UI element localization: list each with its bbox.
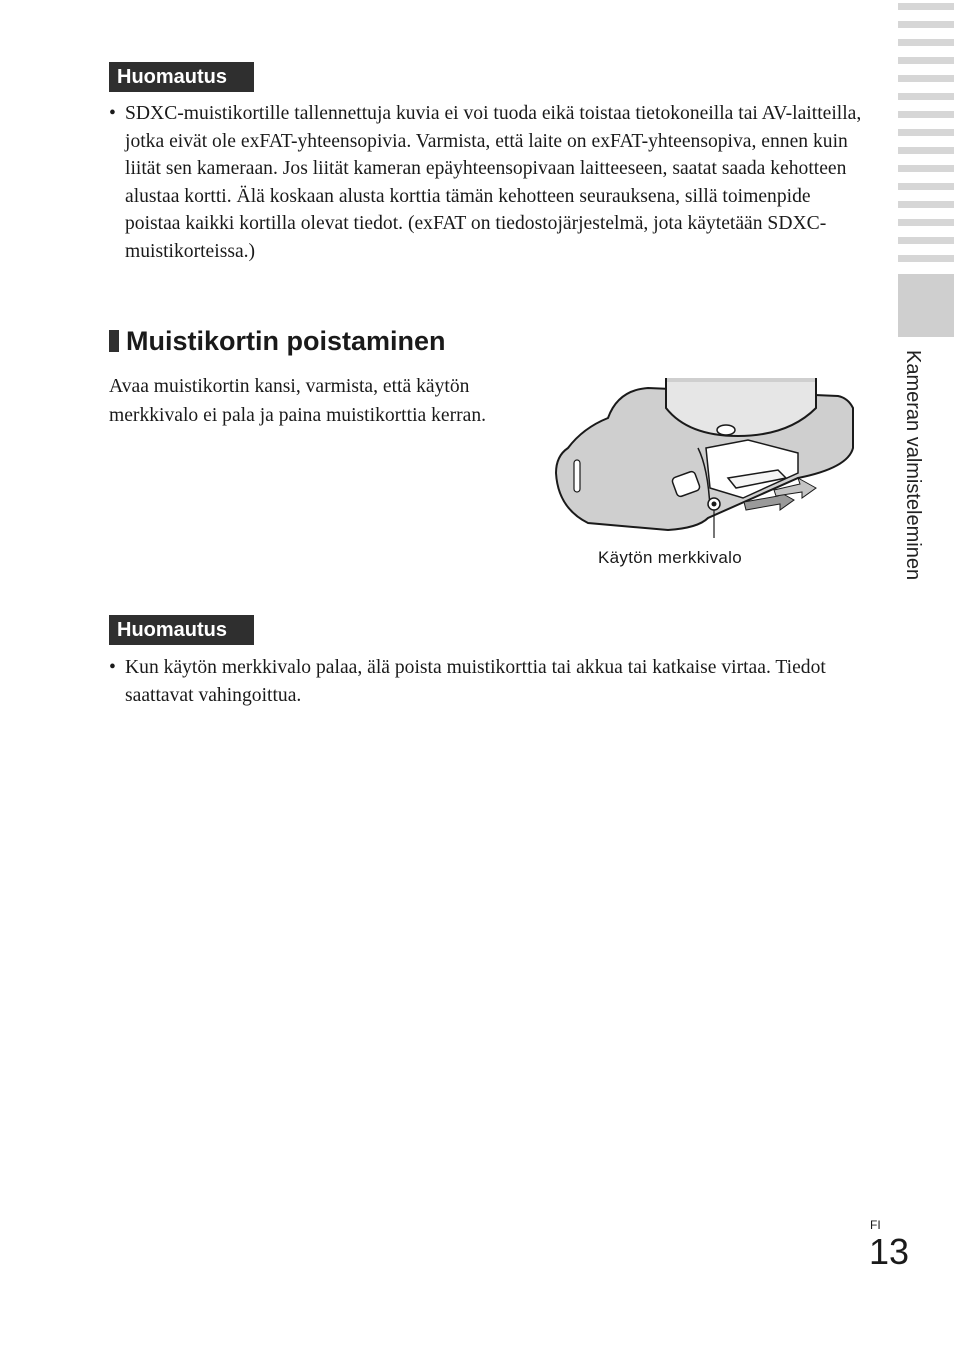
section-heading <box>109 323 446 359</box>
access-lamp-dot <box>712 502 717 507</box>
section-body <box>109 372 529 430</box>
section-title: Muistikortin poistaminen <box>126 326 446 356</box>
body-line: Avaa muistikortin kansi, varmista, että käytön <box>109 376 470 397</box>
tab-line <box>898 57 954 64</box>
bullet-dot: • <box>109 657 116 678</box>
section-marker-icon <box>109 330 119 352</box>
lens-top-shape <box>666 378 816 382</box>
tab-line <box>898 75 954 82</box>
tab-line <box>898 21 954 28</box>
camera-memory-card-illustration <box>548 378 860 538</box>
body-line: merkkivalo ei pala ja paina muistikorttia kerran. <box>109 405 487 426</box>
bullet-dot: • <box>109 103 116 124</box>
note-label: Huomautus <box>109 62 254 92</box>
tab-line <box>898 237 954 244</box>
strap-shape <box>574 460 580 492</box>
note-text: Kun käytön merkkivalo palaa, älä poista muistikorttia tai akkua tai katkaise virtaa. Tiedot saattavat vahingoittua. <box>125 657 826 706</box>
tab-line <box>898 93 954 100</box>
tab-line <box>898 165 954 172</box>
language-code: FI <box>870 1218 881 1232</box>
tab-line <box>898 3 954 10</box>
tab-line <box>898 255 954 262</box>
mount-button-shape <box>717 425 735 435</box>
side-tab-lines <box>898 0 954 273</box>
note-text: SDXC-muistikortille tallennettuja kuvia ei voi tuoda eikä toistaa tietokoneilla tai AV-laitteilla, jotka eivät ole exFAT-yhteensopivia. Varmista, että laite on exFAT-yhteensopiva, ennen kuin liität sen kameraan. Jos liität kameran epäyhteensopivaan laitteeseen, saatat saada kehotteen alustaa kortti. Älä koskaan alusta korttia tämän kehotteen seurauksena, sillä toimenpide poistaa kaikki kortilla olevat tiedot. (exFAT on tiedostojärjestelmä, jota käytetään SDXC-muistikorteissa.) <box>125 103 862 262</box>
tab-line <box>898 129 954 136</box>
note-label: Huomautus <box>109 615 254 645</box>
tab-line <box>898 219 954 226</box>
figure-caption: Käytön merkkivalo <box>598 548 742 567</box>
side-tab-label: Kameran valmisteleminen <box>902 350 924 581</box>
note-bullet-item <box>109 654 865 709</box>
tab-line <box>898 111 954 118</box>
side-tab-active-block <box>898 274 954 337</box>
tab-line <box>898 201 954 208</box>
note-bullet-item <box>109 100 865 265</box>
tab-line <box>898 39 954 46</box>
tab-line <box>898 147 954 154</box>
page-number: 13 <box>869 1231 910 1272</box>
tab-line <box>898 183 954 190</box>
